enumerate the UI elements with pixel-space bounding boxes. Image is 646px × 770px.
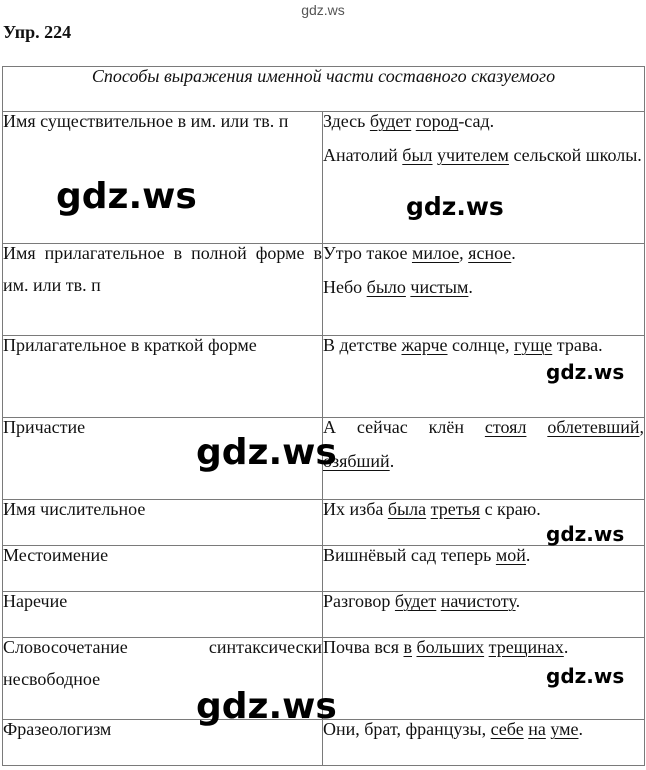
predicate-word: начистоту [440, 591, 516, 611]
watermark: gdz.ws [406, 192, 504, 221]
table-row [3, 500, 645, 546]
sentence-fragment: . [389, 451, 395, 471]
example-cell [323, 720, 645, 766]
sentence-fragment: , [639, 417, 644, 437]
sentence-fragment: А сейчас клён [323, 417, 485, 437]
example-sentence [323, 112, 644, 132]
example-sentence [323, 278, 644, 298]
sentence-fragment: солнце, [447, 335, 515, 355]
example-cell [323, 500, 645, 546]
predicate-type-text: Местоимение [3, 545, 109, 565]
predicate-type-text: Словосочетание синтаксически несвободное [3, 637, 322, 689]
predicate-word: больших [416, 637, 485, 657]
sentence-fragment: Они, брат, французы, [323, 719, 491, 739]
predicate-word: третья [430, 499, 481, 519]
predicate-type-cell [3, 720, 323, 766]
example-sentence [323, 410, 644, 478]
table-row [3, 112, 645, 244]
predicate-type-cell [3, 638, 323, 720]
predicate-word: мой [495, 545, 526, 565]
sentence-fragment: Небо [323, 276, 367, 297]
predicate-word: учителем [437, 144, 509, 165]
sentence-fragment: Их изба [323, 499, 388, 519]
table-body [3, 112, 645, 766]
watermark: gdz.ws [546, 360, 625, 384]
table-row [3, 244, 645, 336]
example-sentence [323, 244, 644, 264]
sentence-fragment: В детстве [323, 335, 402, 355]
predicate-word: ясное [468, 243, 512, 263]
sentence-fragment: . [525, 545, 531, 565]
sentence-fragment: . [578, 719, 583, 739]
example-cell [323, 592, 645, 638]
predicate-word: милое [411, 243, 460, 263]
example-cell [323, 418, 645, 500]
predicate-type-cell [3, 418, 323, 500]
watermark: gdz.ws [546, 664, 625, 688]
predicate-word: была [387, 499, 427, 519]
predicate-word: трещинах [488, 637, 564, 657]
predicate-type-cell [3, 244, 323, 336]
sentence-fragment: . [515, 591, 521, 611]
predicate-word: будет [394, 591, 437, 611]
example-sentence [323, 546, 644, 566]
predicate-type-cell [3, 336, 323, 418]
sentence-fragment: Почва вся [323, 637, 404, 657]
predicate-table [2, 66, 645, 766]
predicate-type-cell [3, 546, 323, 592]
sentence-fragment: Анатолий [323, 144, 403, 165]
predicate-type-cell [3, 112, 323, 244]
sentence-fragment: . [563, 637, 569, 657]
predicate-type-text: Причастие [3, 417, 86, 437]
example-sentence [323, 720, 644, 740]
sentence-fragment: . [511, 243, 516, 263]
sentence-fragment: с краю. [480, 499, 541, 519]
example-sentence [323, 592, 644, 612]
predicate-type-text: Наречие [3, 591, 68, 611]
example-cell [323, 546, 645, 592]
table-header: Способы выражения именной части составного сказуемого [3, 67, 645, 112]
example-cell [323, 112, 645, 244]
watermark: gdz.ws [196, 432, 337, 473]
predicate-type-cell [3, 500, 323, 546]
example-sentence [323, 638, 644, 658]
sentence-fragment: Здесь [323, 111, 370, 131]
table-row [3, 638, 645, 720]
sentence-fragment: трава. [552, 335, 603, 355]
table-row [3, 546, 645, 592]
predicate-type-text: Имя числительное [3, 499, 146, 519]
sentence-fragment: Вишнёвый сад теперь [323, 545, 496, 565]
predicate-word: будет [369, 111, 412, 131]
predicate-word: было [366, 276, 406, 297]
sentence-fragment [526, 417, 547, 437]
predicate-type-text: Прилагательное в краткой форме [3, 335, 257, 355]
predicate-word: стоял [484, 417, 527, 437]
predicate-type-text: Имя прилагательное в полной форме в им. или тв. п [3, 243, 322, 295]
table-row [3, 418, 645, 500]
watermark: gdz.ws [546, 522, 625, 546]
predicate-word: на [528, 719, 546, 739]
predicate-word: облетевший [547, 417, 640, 437]
predicate-word: чистым [410, 276, 469, 297]
example-cell [323, 638, 645, 720]
predicate-word: гуще [514, 335, 553, 355]
exercise-title: Упр. 224 [3, 22, 72, 42]
sentence-fragment: Разговор [323, 591, 395, 611]
predicate-word: жарче [401, 335, 448, 355]
site-watermark-top: gdz.ws [301, 2, 345, 18]
predicate-word: озябший [323, 451, 390, 471]
example-sentence [323, 500, 644, 520]
sentence-fragment: , [459, 243, 469, 263]
sentence-fragment: -сад. [458, 111, 495, 131]
predicate-word: был [402, 144, 433, 165]
predicate-type-text: Фразеологизм [3, 719, 112, 739]
predicate-word: уме [550, 719, 579, 739]
example-sentence [323, 138, 644, 172]
watermark: gdz.ws [56, 176, 197, 217]
watermark: gdz.ws [196, 686, 337, 727]
predicate-word: город [415, 111, 459, 131]
predicate-word: в [403, 637, 412, 657]
table-row [3, 336, 645, 418]
predicate-type-text: Имя существительное в им. или тв. п [3, 111, 289, 131]
sentence-fragment: Утро такое [323, 243, 412, 263]
table-row [3, 720, 645, 766]
example-cell [323, 244, 645, 336]
example-cell [323, 336, 645, 418]
sentence-fragment: . [468, 276, 473, 297]
example-sentence [323, 328, 644, 362]
predicate-word: себе [490, 719, 524, 739]
sentence-fragment: сельской школы. [508, 144, 642, 165]
